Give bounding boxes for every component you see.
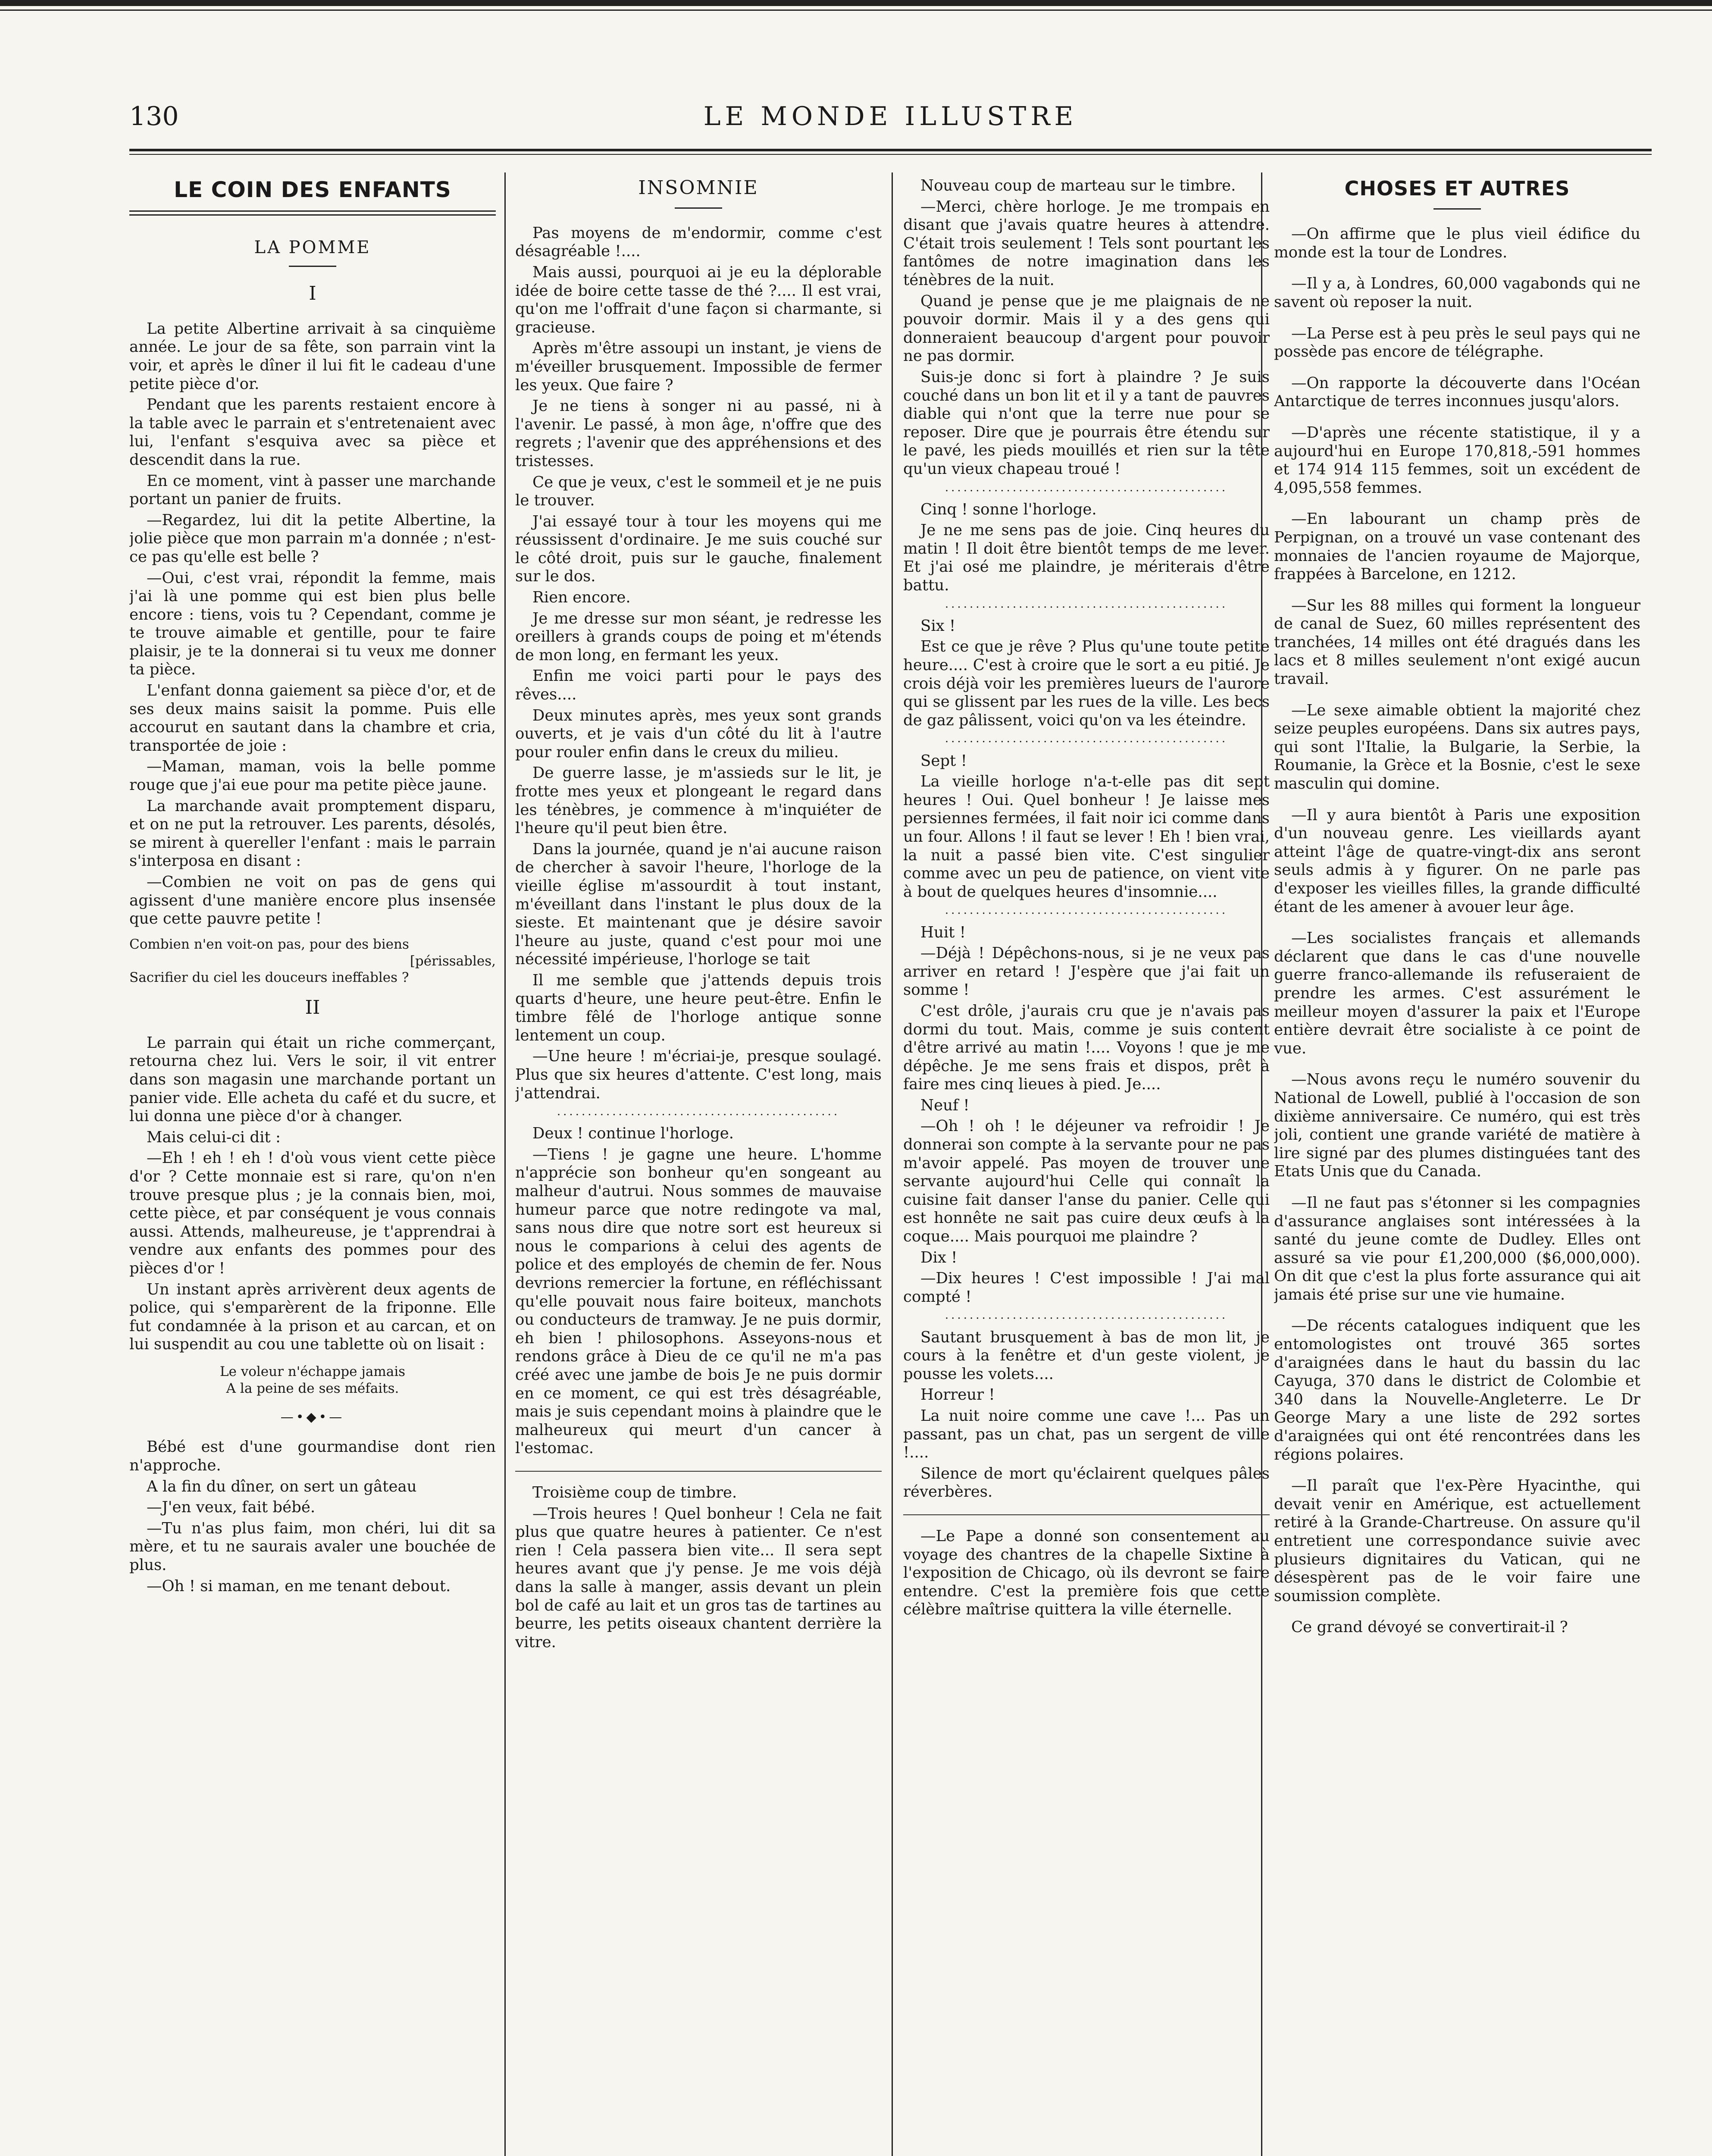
paragraph: Dans la journée, quand je n'ai aucune raison de chercher à savoir l'heure, l'horloge de la vieille église m'assourdit à tout instant, m'éveillant dans l'instant le plus doux de la sieste. Et maintenant que je désire savoir l'heure au juste, quand c'est pour moi une nécessité impérieuse, l'horloge se tait — [515, 840, 882, 968]
paragraph: Un instant après arrivèrent deux agents de police, qui s'emparèrent de la friponne. Elle fut condamnée à la prison et au carcan, et on lui suspendit au cou une tablette où on lisait : — [129, 1280, 496, 1354]
paragraph: —J'en veux, fait bébé. — [147, 1498, 316, 1517]
paragraph: La nuit noire comme une cave !... Pas un passant, pas un chat, pas un sergent de ville !.... — [903, 1407, 1270, 1462]
news-item: —En labourant un champ près de Perpignan, on a trouvé un vase contenant des monnaies de l'ancien royaume de Majorque, frappées à Barcelone, en 1212. — [1274, 510, 1640, 583]
paragraph: Mais celui-ci dit : — [147, 1128, 281, 1146]
dotted-separator: .............................................. — [945, 904, 1228, 917]
paragraph: C'est drôle, j'aurais cru que je n'avais pas dormi du tout. Mais, comme je suis content d'être arrivé au matin !.... Voyons ! que je me dépêche. Je me sens frais et dispos, prêt à faire mes cinq lieues à pied. Je.... — [903, 1002, 1270, 1094]
section-title: CHOSES ET AUTRES — [1344, 177, 1570, 200]
column-coin-des-enfants — [129, 177, 496, 2156]
paragraph: —Maman, maman, vois la belle pomme rouge que j'ai eue pour ma petite pièce jaune. — [129, 758, 496, 794]
paragraph: Le parrain qui était un riche commerçant, retourna chez lui. Vers le soir, il vit entrer dans son magasin une marchande portant un panier vide. Elle acheta du café et du sucre, et lui donna une pièce d'or à changer. — [129, 1034, 496, 1125]
paragraph: —Oui, c'est vrai, répondit la femme, mais j'ai là une pomme qui est bien plus belle encore : tiens, vois tu ? Cependant, comme je te trouve aimable et gentille, pour te faire plaisir, je te la donnerai si tu veux me donner ta pièce. — [129, 569, 496, 679]
page-header — [129, 101, 1652, 140]
verse — [129, 1363, 496, 1397]
paragraph: Je ne me sens pas de joie. Cinq heures du matin ! Il doit être bientôt temps de me lever. Et j'ai osé me plaindre, je mériterais d'être battu. — [903, 521, 1270, 595]
paragraph: Silence de mort qu'éclairent quelques pâles réverbères. — [903, 1464, 1270, 1501]
paragraph: La petite Albertine arrivait à sa cinquième année. Le jour de sa fête, son parrain vint la voir, et après le dîner il lui fit le cadeau d'une petite pièce d'or. — [129, 320, 496, 393]
dotted-separator: .............................................. — [557, 1105, 840, 1119]
title-rule — [675, 207, 722, 209]
news-item: —La Perse est à peu près le seul pays qui ne possède pas encore de télégraphe. — [1274, 324, 1640, 361]
paragraph: —Déjà ! Dépêchons-nous, si je ne veux pas arriver en retard ! J'espère que j'ai fait un somme ! — [903, 944, 1270, 999]
news-item: —De récents catalogues indiquent que les entomologistes ont trouvé 365 sortes d'araignées dans le haut du bassin du lac Cayuga, 370 dans le district de Colombie et 340 dans la Nouvelle-Angleterre. Le Dr George Mary a une liste de 292 sortes d'araignées qui ont été rencontrées dans les régions polaires. — [1274, 1317, 1640, 1463]
paragraph: —Dix heures ! C'est impossible ! J'ai mal compté ! — [903, 1269, 1270, 1306]
paragraph: En ce moment, vint à passer une marchande portant un panier de fruits. — [129, 472, 496, 508]
paragraph: Dix ! — [920, 1248, 958, 1266]
column-insomnie-suite — [903, 177, 1270, 2156]
paragraph: —Tu n'as plus faim, mon chéri, lui dit sa mère, et tu ne saurais avaler une bouchée de plus. — [129, 1519, 496, 1574]
paragraph: L'enfant donna gaiement sa pièce d'or, et de ses deux mains saisit la pomme. Puis elle accourut en sautant dans la chambre et cria, transportée de joie : — [129, 682, 496, 755]
paragraph: Ce que je veux, c'est le sommeil et je ne puis le trouver. — [515, 473, 882, 510]
part-number: I — [309, 282, 316, 304]
section-title: LE COIN DES ENFANTS — [174, 177, 451, 202]
paragraph: La marchande avait promptement disparu, et on ne put la retrouver. Les parents, désolés, se mirent à quereller l'enfant : mais le parrain s'interposa en disant : — [129, 797, 496, 870]
title-rule — [1433, 208, 1481, 210]
paragraph: —Combien ne voit on pas de gens qui agissent d'une manière encore plus insensée que cette pauvre petite ! — [129, 873, 496, 928]
verse-line: Sacrifier du ciel les douceurs ineffables ? — [129, 970, 409, 986]
paragraph: Pendant que les parents restaient encore à la table avec le parrain et s'entretenaient avec lui, l'enfant s'esquiva avec sa pièce et descendit dans la rue. — [129, 396, 496, 469]
news-item: —Il y aura bientôt à Paris une exposition d'un nouveau genre. Les vieillards ayant atteint l'âge de quatre-vingt-dix ans seront seuls admis à y figurer. On ne parle pas d'exposer les vieilles filles, la grande difficulté étant de les amener à avouer leur âge. — [1274, 806, 1640, 916]
dotted-separator: .............................................. — [945, 1309, 1228, 1322]
header-rule — [129, 149, 1652, 151]
title-rule — [289, 266, 336, 267]
paragraph: Je me dresse sur mon séant, je redresse les oreillers à grands coups de poing et m'étends de mon long, en fermant les yeux. — [515, 609, 882, 664]
paragraph: Je ne tiens à songer ni au passé, ni à l'avenir. Le passé, à mon âge, n'offre que des regrets ; l'avenir que des appréhensions et des tristesses. — [515, 397, 882, 470]
paragraph: —Le Pape a donné son consentement au voyage des chantres de la chapelle Sixtine à l'exposition de Chicago, où ils devront se faire entendre. C'est la première fois que cette célèbre maîtrise quittera la ville éternelle. — [903, 1527, 1270, 1619]
column-choses-et-autres — [1274, 177, 1640, 2156]
paragraph: La vieille horloge n'a-t-elle pas dit sept heures ! Oui. Quel bonheur ! Je laisse mes persiennes fermées, il fait noir ici comme dans un four. Allons ! il faut se lever ! Eh ! bien vrai, la nuit a passé bien vite. C'est singulier comme avec un peu de patience, on vient vite à bout de quelques heures d'insomnie.... — [903, 773, 1270, 901]
ornament-divider: —•◆•— — [280, 1410, 345, 1425]
masthead: LE MONDE ILLUSTRE — [703, 101, 1078, 132]
article-title: INSOMNIE — [638, 177, 759, 199]
paragraph: —Eh ! eh ! eh ! d'où vous vient cette pièce d'or ? Cette monnaie est si rare, qu'on n'en trouve presque plus ; je la connais bien, moi, cette pièce, et par conséquent je vous connais aussi. Attends, malheureuse, je t'apprendrai à vendre aux enfants des pommes pour des pièces d'or ! — [129, 1149, 496, 1277]
verse — [129, 936, 496, 986]
verse-line: Le voleur n'échappe jamais — [219, 1363, 406, 1379]
part-number: II — [305, 997, 320, 1019]
paragraph: —Regardez, lui dit la petite Albertine, la jolie pièce que mon parrain m'a donnée ; n'est-ce pas qu'elle est belle ? — [129, 511, 496, 566]
news-item: —Il paraît que l'ex-Père Hyacinthe, qui devait venir en Amérique, est actuellement retiré à la Grande-Chartreuse. On assure qu'il entretient une correspondance suivie avec plusieurs dignitaires du Vatican, qui ne désespèrent pas de le voir faire une soumission complète. — [1274, 1477, 1640, 1605]
news-item: —Les socialistes français et allemands déclarent que dans le cas d'une nouvelle guerre franco-allemande ils refuseraient de prendre les armes. C'est assurément le meilleur moyen d'assurer la paix et l'Europe entière devrait être socialiste à ce point de vue. — [1274, 929, 1640, 1057]
news-item: Ce grand dévoyé se convertirait-il ? — [1291, 1618, 1568, 1636]
dotted-separator: .............................................. — [945, 732, 1228, 746]
news-item: —Il ne faut pas s'étonner si les compagnies d'assurance anglaises sont intéressées à la santé du jeune comte de Dudley. Elles ont assuré sa vie pour £1,200,000 ($6,000,000). On dit que c'est la plus forte assurance qui ait jamais été prise sur une vie humaine. — [1274, 1194, 1640, 1304]
paragraph: Huit ! — [920, 923, 966, 941]
paragraph: —Une heure ! m'écriai-je, presque soulagé. Plus que six heures d'attente. C'est long, mais j'attendrai. — [515, 1047, 882, 1102]
paragraph: Neuf ! — [920, 1096, 970, 1114]
paragraph: Sautant brusquement à bas de mon lit, je cours à la fenêtre et d'un geste violent, je pousse les volets.... — [903, 1328, 1270, 1383]
paragraph: Bébé est d'une gourmandise dont rien n'approche. — [129, 1438, 496, 1475]
verse-line: A la peine de ses méfaits. — [226, 1380, 399, 1396]
paragraph: Quand je pense que je me plaignais de ne pouvoir dormir. Mais il y a des gens qui donneraient beaucoup d'argent pour pouvoir ne pas dormir. — [903, 292, 1270, 365]
news-item: —Nous avons reçu le numéro souvenir du National de Lowell, publié à l'occasion de son dixième anniversaire. Ce numéro, qui est très joli, contient une grande variété de matière à lire signé par des plumes distinguées tant des Etats Unis que du Canada. — [1274, 1071, 1640, 1181]
paragraph: Mais aussi, pourquoi ai je eu la déplorable idée de boire cette tasse de thé ?.... Il est vrai, qu'on me l'offrait d'une façon si charmante, si gracieuse. — [515, 263, 882, 336]
column-divider — [504, 172, 506, 2156]
paragraph: Deux ! continue l'horloge. — [532, 1125, 734, 1143]
paragraph: —Merci, chère horloge. Je me trompais en disant que j'avais quatre heures à attendre. C'était trois seulement ! Tels sont pourtant les fantômes de notre imagination dans les ténèbres de la nuit. — [903, 197, 1270, 289]
section-rule — [129, 210, 496, 216]
paragraph: —Oh ! oh ! le déjeuner va refroidir ! Je donnerai son compte à la servante pour ne pas m'avoir appelé. Pas moyen de trouver une servante aujourd'hui Celle qui connaît la cuisine fait danser l'anse du panier. Celle qui est honnête ne sait pas cuire deux œufs à la coque.... Mais pourquoi me plaindre ? — [903, 1117, 1270, 1246]
news-item: —Il y a, à Londres, 60,000 vagabonds qui ne savent où reposer la nuit. — [1274, 275, 1640, 311]
paragraph: Troisième coup de timbre. — [532, 1483, 737, 1501]
paragraph: Enfin me voici parti pour le pays des rêves.... — [515, 667, 882, 704]
top-border — [0, 0, 1712, 6]
news-item: —Sur les 88 milles qui forment la longueur de canal de Suez, 60 milles représentent des tranchées, 14 milles ont été dragués dans les lacs et 8 milles seulement n'ont exigé aucun travail. — [1274, 596, 1640, 688]
story-title: LA POMME — [254, 238, 371, 257]
page-number: 130 — [129, 101, 179, 132]
news-item: —D'après une récente statistique, il y a aujourd'hui en Europe 170,818,-591 hommes et 174 914 115 femmes, soit un excédent de 4,095,558 femmes. — [1274, 423, 1640, 497]
dotted-separator: .............................................. — [945, 481, 1228, 494]
separator-rule — [515, 1471, 882, 1472]
paragraph: Sept ! — [920, 752, 967, 770]
header-rule-thin — [129, 154, 1652, 155]
paragraph: Nouveau coup de marteau sur le timbre. — [920, 177, 1236, 194]
paragraph: Six ! — [920, 617, 956, 635]
paragraph: A la fin du dîner, on sert un gâteau — [147, 1477, 417, 1495]
column-divider — [892, 172, 893, 2156]
paragraph: Rien encore. — [532, 589, 631, 607]
paragraph: Il me semble que j'attends depuis trois quarts d'heure, une heure peut-être. Enfin le timbre fêlé de l'horloge antique sonne lentement un coup. — [515, 971, 882, 1044]
separator-rule — [903, 1514, 1270, 1515]
paragraph: Deux minutes après, mes yeux sont grands ouverts, et je vais d'un côté du lit à l'autre pour rouler enfin dans le creux du milieu. — [515, 706, 882, 761]
paragraph: Suis-je donc si fort à plaindre ? Je suis couché dans un bon lit et il y a tant de pauvres diable qui n'ont que la terre nue pour se reposer. Dire que je pourrais être étendu sur le pavé, les pieds mouillés et rien sur la tête qu'un vieux chapeau troué ! — [903, 368, 1270, 478]
news-item: —On rapporte la découverte dans l'Océan Antarctique de terres inconnues jusqu'alors. — [1274, 374, 1640, 411]
top-border-thin — [0, 9, 1712, 11]
dotted-separator: .............................................. — [945, 597, 1228, 611]
paragraph: —Tiens ! je gagne une heure. L'homme n'apprécie son bonheur qu'en songeant au malheur d'autrui. Nous sommes de mauvaise humeur parce que notre redingote va mal, sans nous dire que notre sort est heureux si nous le comparions à celui des agents de police et des employés de chemin de fer. Nous devrions remercier la fortune, en réfléchissant qu'elle pouvait nous faire boiteux, manchots ou conducteurs de tramway. Je ne puis dormir, eh bien ! philosophons. Asseyons-nous et rendons grâce à Dieu de ce qu'il ne m'a pas créé avec une jambe de bois Je ne puis dormir en ce moment, ce qui est très désagréable, mais je suis cependant moins à plaindre que le malheureux qui meurt d'un cancer à l'estomac. — [515, 1145, 882, 1457]
paragraph: Pas moyens de m'endormir, comme c'est désagréable !.... — [515, 224, 882, 260]
paragraph: De guerre lasse, je m'assieds sur le lit, je frotte mes yeux et plongeant le regard dans les ténèbres, je commence à m'inquiéter de l'heure qu'il peut bien être. — [515, 764, 882, 837]
news-item: —On affirme que le plus vieil édifice du monde est la tour de Londres. — [1274, 225, 1640, 261]
paragraph: Cinq ! sonne l'horloge. — [920, 500, 1097, 518]
paragraph: Est ce que je rêve ? Plus qu'une toute petite heure.... C'est à croire que le sort a eu pitié. Je crois déjà voir les premières lueurs de l'aurore qui se glissent par les rues de la ville. Les becs de gaz pâlissent, voici qu'on va les éteindre. — [903, 638, 1270, 729]
column-insomnie — [515, 177, 882, 2156]
paragraph: J'ai essayé tour à tour les moyens qui me réussissent d'ordinaire. Je me suis couché sur le côté droit, puis sur le gauche, finalement sur le dos. — [515, 512, 882, 586]
verse-line: [périssables, — [410, 953, 496, 969]
paragraph: Horreur ! — [920, 1386, 995, 1404]
paragraph: —Trois heures ! Quel bonheur ! Cela ne fait plus que quatre heures à patienter. Ce n'est rien ! Cela passera bien vite... Il sera sept heures avant que j'y pense. Je me vois déjà dans la salle à manger, assis devant un plein bol de café au lait et un gros tas de tartines au beurre, les petits oiseaux chantent derrière la vitre. — [515, 1504, 882, 1651]
paragraph: —Oh ! si maman, en me tenant debout. — [147, 1577, 451, 1595]
paragraph: Après m'être assoupi un instant, je viens de m'éveiller brusquement. Impossible de fermer les yeux. Que faire ? — [515, 339, 882, 394]
verse-line: Combien n'en voit-on pas, pour des biens — [129, 936, 409, 952]
news-item: —Le sexe aimable obtient la majorité chez seize peuples européens. Dans six autres pays, qui sont l'Italie, la Bulgarie, la Serbie, la Roumanie, la Grèce et la Bosnie, c'est le sexe masculin qui domine. — [1274, 701, 1640, 793]
